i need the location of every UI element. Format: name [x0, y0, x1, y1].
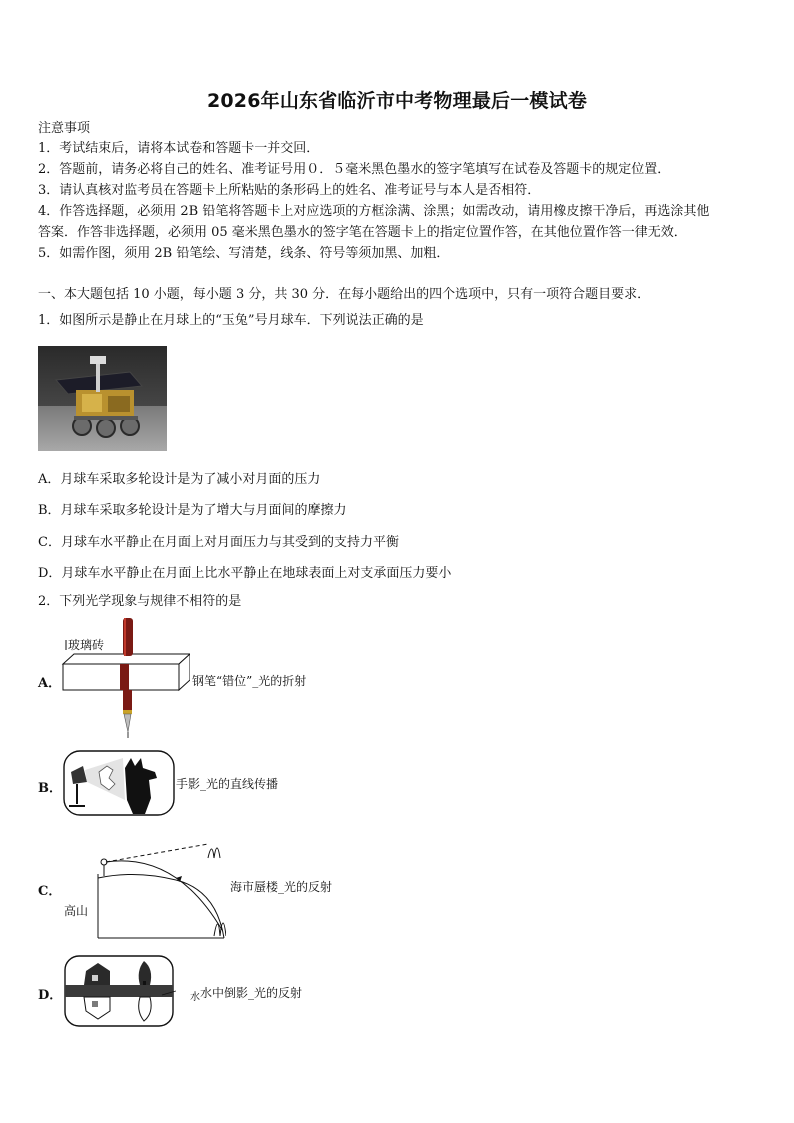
notice-item: 2．答题前，请务必将自己的姓名、准考证号用０．５毫米黑色墨水的签字笔填写在试卷及答题卡的规定位置． — [38, 162, 671, 177]
q1-option-b: B．月球车采取多轮设计是为了增大与月面间的摩擦力 — [38, 503, 347, 518]
notice-item: 4．作答选择题，必须用 2B 铅笔将答题卡上对应选项的方框涂满、涂黑；如需改动，请用橡皮擦干净后，再选涂其他 — [38, 204, 710, 219]
q2-option-b-letter: B． — [38, 781, 62, 796]
question-2-stem: 2．下列光学现象与规律不相符的是 — [38, 594, 242, 609]
q1-option-a: A．月球车采取多轮设计是为了减小对月面的压力 — [38, 472, 321, 487]
lunar-rover-photo — [38, 346, 167, 451]
mirage-figure — [96, 832, 226, 942]
q2-option-c-caption: 海市蜃楼_光的反射 — [230, 880, 333, 894]
notice-heading: 注意事项 — [38, 121, 91, 136]
q2-option-c-letter: C． — [38, 884, 62, 899]
q2-option-d-letter: D． — [38, 988, 63, 1003]
water-label: 水 — [190, 992, 200, 1003]
q2-option-b-caption: 手影_光的直线传播 — [176, 777, 279, 791]
q2-option-d-caption: 水中倒影_光的反射 — [200, 986, 303, 1000]
notice-item: 3．请认真核对监考员在答题卡上所粘贴的条形码上的姓名、准考证号与本人是否相符． — [38, 183, 541, 198]
hand-shadow-figure — [63, 750, 175, 816]
mountain-label: 高山 — [64, 904, 89, 918]
glass-brick-label: 玻璃砖 — [68, 638, 105, 652]
q1-option-c: C．月球车水平静止在月面上对月面压力与其受到的支持力平衡 — [38, 535, 399, 550]
notice-item: 5．如需作图，须用 2B 铅笔绘、写清楚，线条、符号等须加黑、加粗． — [38, 246, 450, 261]
section-heading: 一、本大题包括 10 小题，每小题 3 分，共 30 分．在每小题给出的四个选项中，只有一项符合题目要求． — [38, 287, 651, 302]
q2-option-a-letter: A． — [38, 676, 62, 691]
q1-option-d: D．月球车水平静止在月面上比水平静止在地球表面上对支承面压力要小 — [38, 566, 452, 581]
page-title: 2026年山东省临沂市中考物理最后一模试卷 — [206, 90, 588, 112]
q2-option-a-caption: 钢笔“错位”_光的折射 — [192, 674, 307, 688]
question-1-stem: 1．如图所示是静止在月球上的“玉兔”号月球车．下列说法正确的是 — [38, 313, 424, 328]
pen-glass-figure — [60, 616, 190, 740]
notice-item: 1．考试结束后，请将本试卷和答题卡一并交回． — [38, 141, 320, 156]
water-reflection-figure — [64, 955, 176, 1027]
notice-item: 答案．作答非选择题，必须用 05 毫米黑色墨水的签字笔在答题卡上的指定位置作答，在其他位置作答一律无效． — [38, 225, 687, 240]
